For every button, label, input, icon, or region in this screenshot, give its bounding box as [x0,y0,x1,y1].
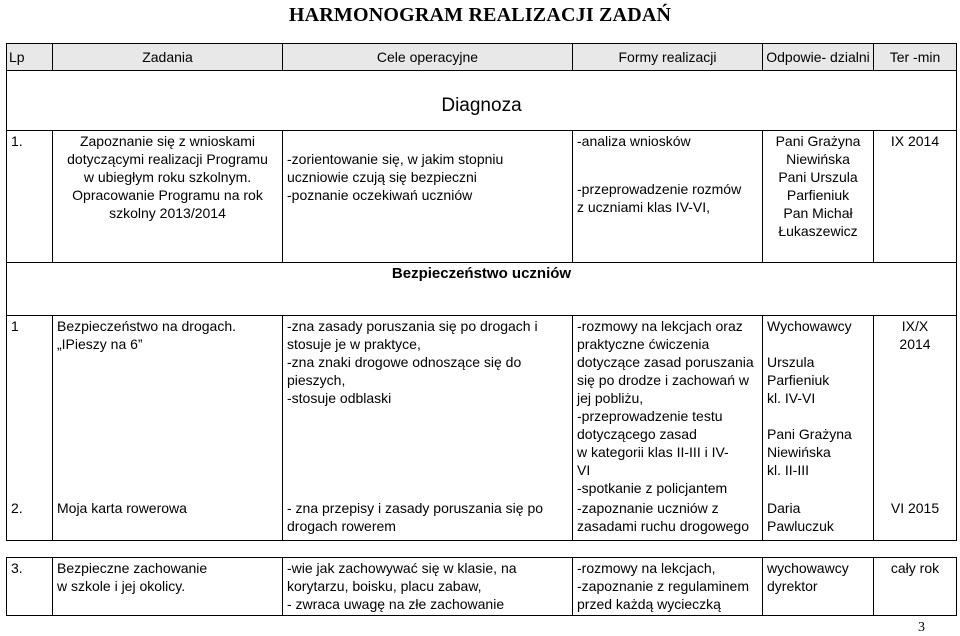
cell-odpowiedzialni: Daria Pawluczuk [763,498,874,540]
spacer-row [7,540,957,557]
cell-cele: - zna przepisy i zasady poruszania się po drogach rowerem [283,498,573,540]
cell-lp: 3. [7,557,53,615]
header-termin: Ter -min [874,44,957,71]
cell-zadania: Bezpieczne zachowanie w szkole i jej okolicy. [53,557,283,615]
cell-termin: VI 2015 [874,498,957,540]
cell-lp: 2. [7,498,53,540]
header-cele: Cele operacyjne [283,44,573,71]
cell-zadania: Moja karta rowerowa [53,498,283,540]
header-zadania: Zadania [53,44,283,71]
cell-zadania: Zapoznanie się z wnioskami dotyczącymi realizacji Programu w ubiegłym roku szkolnym. Opracowanie Programu na rok szkolny 2013/2014 [53,131,283,263]
schedule-table [6,43,957,616]
cell-formy: -zapoznanie uczniów z zasadami ruchu drogowego [573,498,763,540]
page-number: 3 [918,620,925,635]
table-row [7,131,957,263]
document-title: HARMONOGRAM REALIZACJI ZADAŃ [288,4,672,26]
header-odpowiedzialni: Odpowie- dzialni [763,44,874,71]
cell-formy: -rozmowy na lekcjach oraz praktyczne ćwiczenia dotyczące zasad poruszania się po drodze i zachowań w jej pobliżu, -przeprowadzenie testu dotyczącego zasad w kategorii klas II-III i IV- VI -spotkanie z policjantem [573,316,763,499]
cell-zadania: Bezpieczeństwo na drogach. „IPieszy na 6” [53,316,283,499]
table-row [7,557,957,615]
section-row-diagnoza [7,71,957,131]
cell-odpowiedzialni: Pani Grażyna Niewińska Pani Urszula Parfieniuk Pan Michał Łukaszewicz [763,131,874,263]
header-formy: Formy realizacji [573,44,763,71]
cell-odpowiedzialni: Wychowawcy Urszula Parfieniuk kl. IV-VI Pani Grażyna Niewińska kl. II-III [763,316,874,499]
table-header-row [7,44,957,71]
cell-odpowiedzialni: wychowawcy dyrektor [763,557,874,615]
cell-formy: -analiza wniosków -przeprowadzenie rozmów z uczniami klas IV-VI, [573,131,763,263]
cell-lp: 1. [7,131,53,263]
table-row [7,498,957,540]
cell-cele: -zna zasady poruszania się po drogach i stosuje je w praktyce, -zna znaki drogowe odnoszące się do pieszych, -stosuje odblaski [283,316,573,499]
section-title-bezpieczenstwo: Bezpieczeństwo uczniów [391,265,572,282]
cell-cele: -wie jak zachowywać się w klasie, na korytarzu, boisku, placu zabaw, - zwraca uwagę na złe zachowanie [283,557,573,615]
cell-termin: cały rok [874,557,957,615]
header-lp: Lp [7,44,53,71]
cell-cele: -zorientowanie się, w jakim stopniu uczniowie czują się bezpieczni -poznanie oczekiwań uczniów [283,131,573,263]
section-title-diagnoza: Diagnoza [441,95,522,116]
cell-lp: 1 [7,316,53,499]
cell-formy: -rozmowy na lekcjach, -zapoznanie z regulaminem przed każdą wycieczką [573,557,763,615]
cell-termin: IX/X 2014 [874,316,957,499]
section-row-bezpieczenstwo [7,263,957,316]
cell-termin: IX 2014 [874,131,957,263]
table-row [7,316,957,499]
